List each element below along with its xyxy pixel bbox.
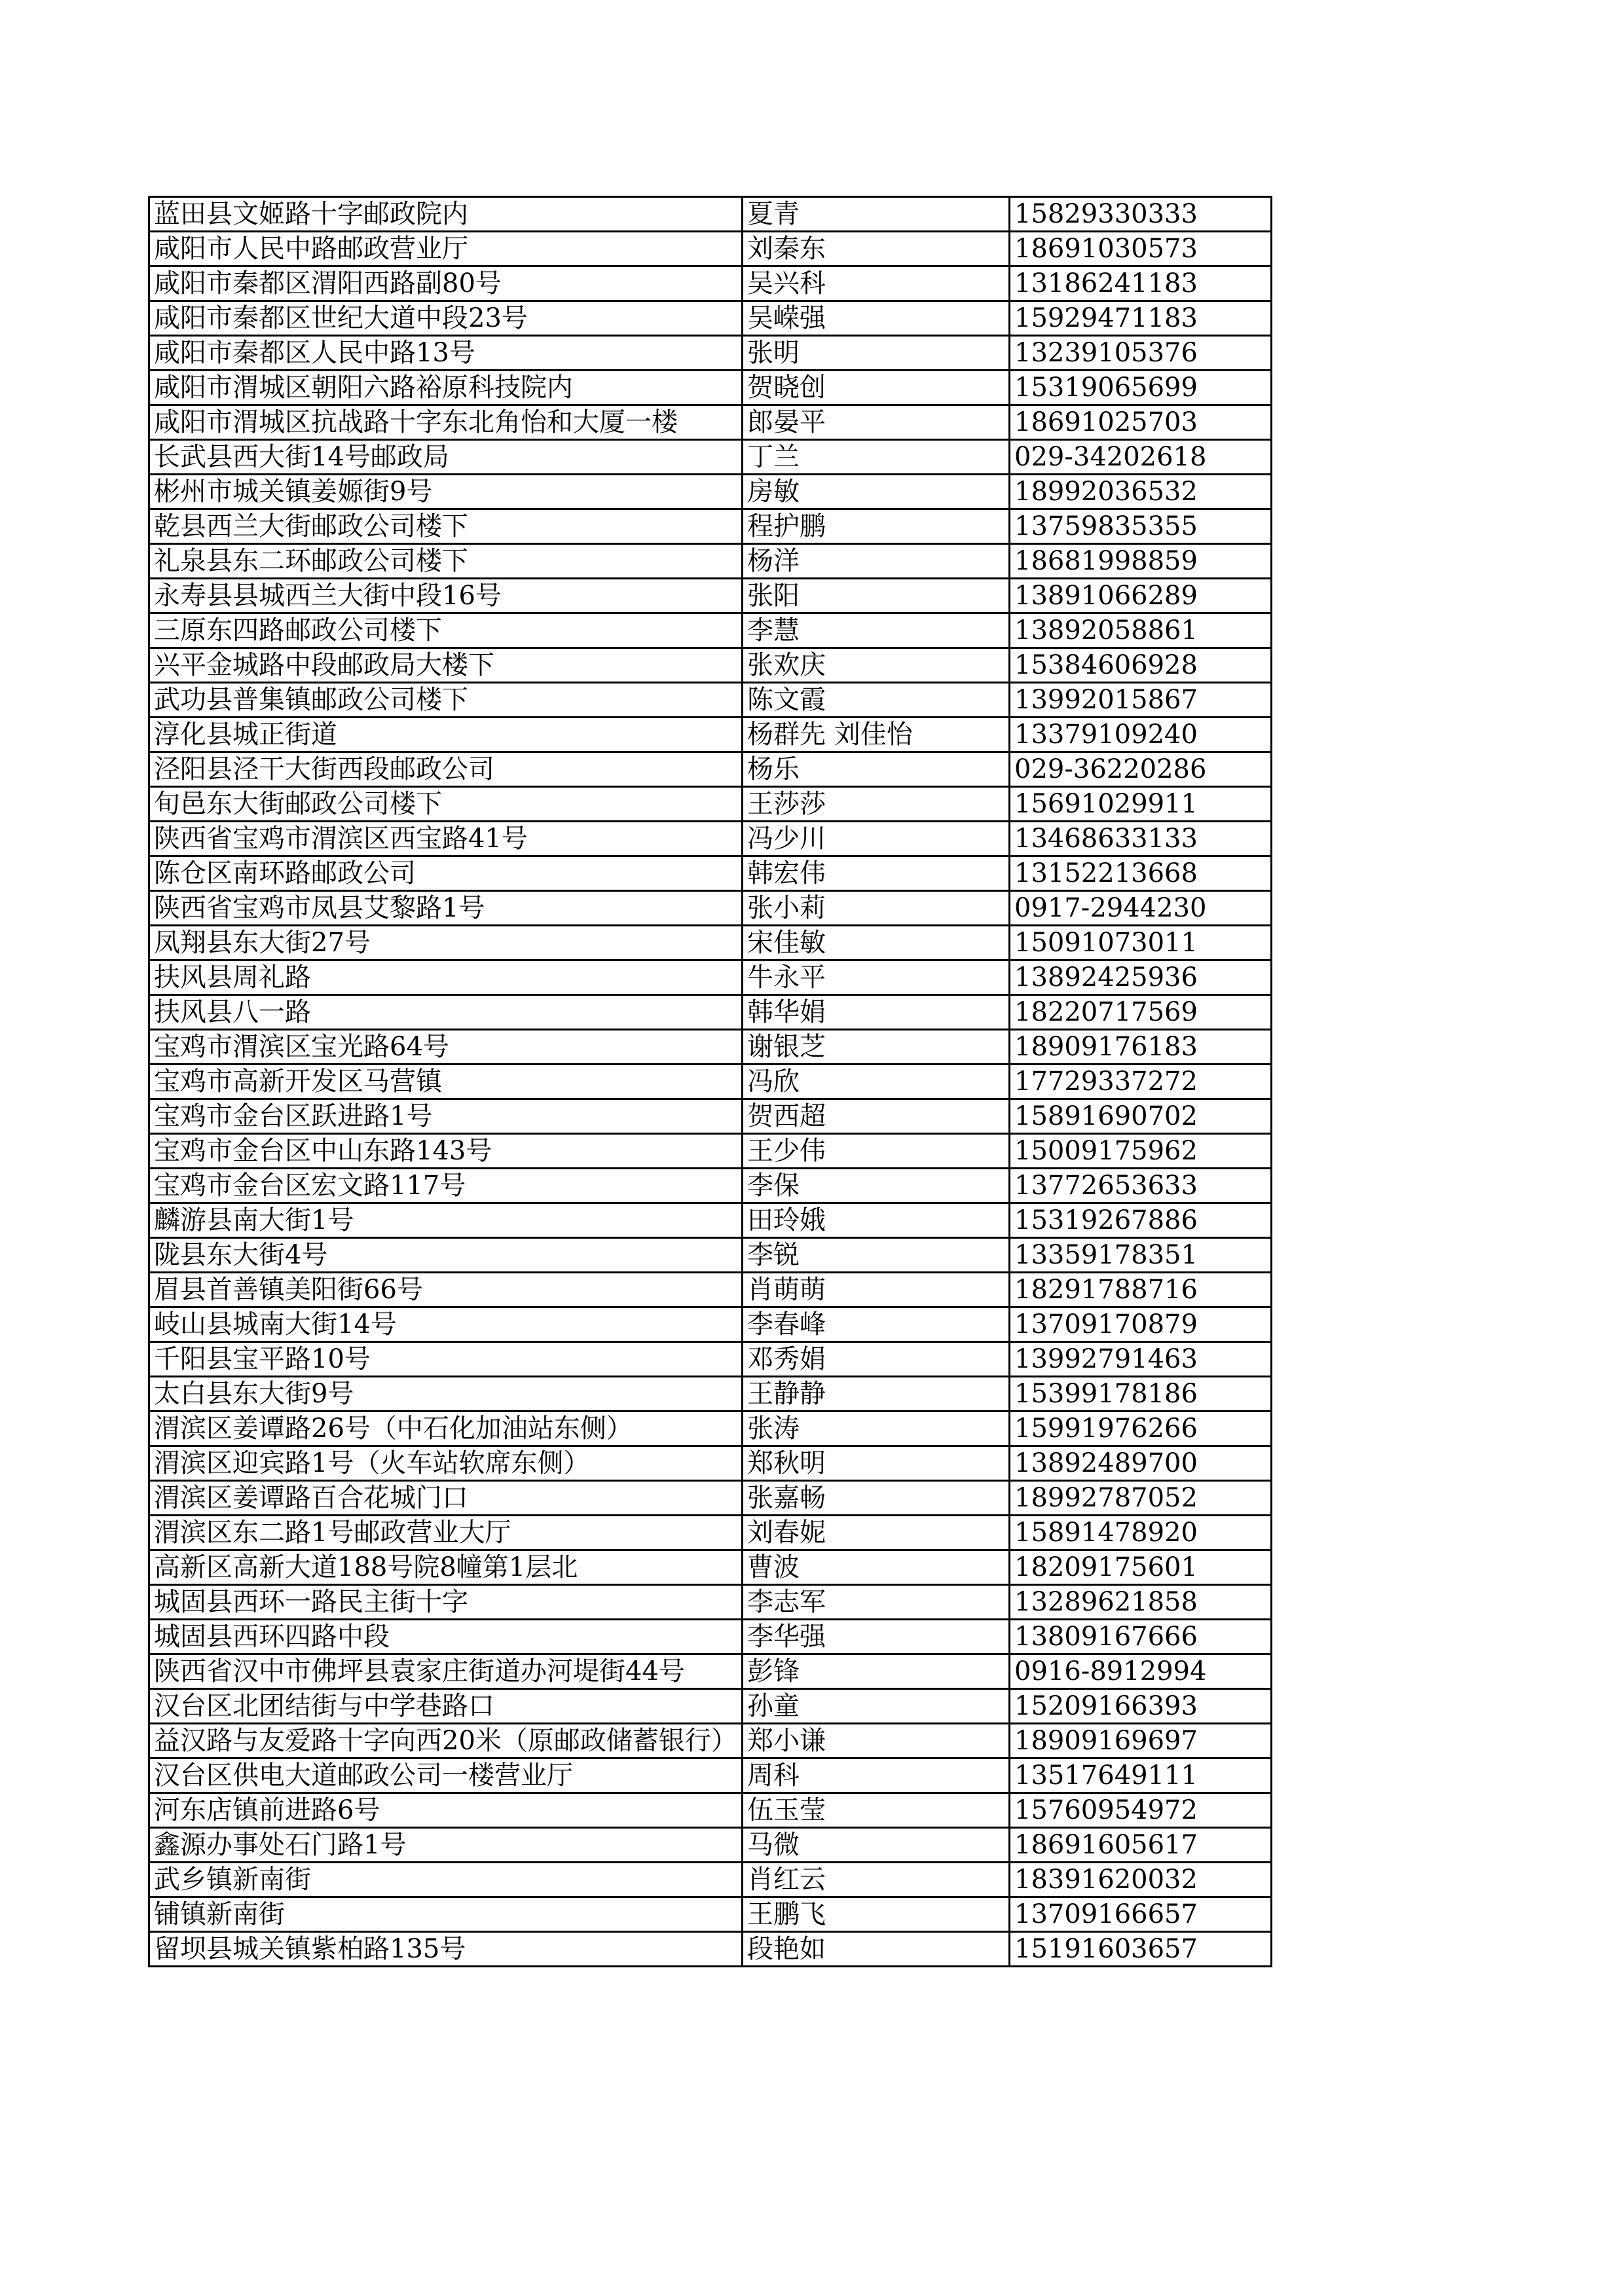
address-cell: 武功县普集镇邮政公司楼下 (149, 683, 743, 718)
contact-name-cell: 彭锋 (743, 1654, 1010, 1689)
address-cell: 武乡镇新南街 (149, 1863, 743, 1897)
address-cell: 汉台区北团结街与中学巷路口 (149, 1689, 743, 1724)
address-cell: 扶风县八一路 (149, 995, 743, 1030)
address-cell: 凤翔县东大街27号 (149, 926, 743, 960)
table-row (149, 197, 1272, 232)
contact-name-cell: 王鹏飞 (743, 1897, 1010, 1932)
address-cell: 陕西省宝鸡市渭滨区西宝路41号 (149, 822, 743, 856)
table-row (149, 1620, 1272, 1654)
table-row (149, 1307, 1272, 1342)
contact-name-cell: 贺西超 (743, 1099, 1010, 1134)
phone-cell: 13709166657 (1010, 1897, 1272, 1932)
contact-name-cell: 李锐 (743, 1238, 1010, 1273)
table-row (149, 683, 1272, 718)
phone-cell: 18992036532 (1010, 475, 1272, 509)
address-cell: 咸阳市渭城区朝阳六路裕原科技院内 (149, 371, 743, 405)
phone-cell: 13892425936 (1010, 960, 1272, 995)
phone-cell: 15891690702 (1010, 1099, 1272, 1134)
address-cell: 蓝田县文姬路十字邮政院内 (149, 197, 743, 232)
table-row (149, 1897, 1272, 1932)
contact-name-cell: 马微 (743, 1828, 1010, 1863)
phone-cell: 17729337272 (1010, 1065, 1272, 1099)
phone-cell: 13759835355 (1010, 509, 1272, 544)
phone-cell: 15760954972 (1010, 1793, 1272, 1828)
address-cell: 淳化县城正街道 (149, 718, 743, 752)
address-cell: 咸阳市秦都区渭阳西路副80号 (149, 266, 743, 301)
contact-name-cell: 冯少川 (743, 822, 1010, 856)
table-row (149, 336, 1272, 371)
address-cell: 兴平金城路中段邮政局大楼下 (149, 648, 743, 683)
table-row (149, 1377, 1272, 1412)
table-row (149, 1932, 1272, 1967)
address-cell: 渭滨区姜谭路百合花城门口 (149, 1481, 743, 1516)
phone-cell: 13709170879 (1010, 1307, 1272, 1342)
phone-cell: 18291788716 (1010, 1273, 1272, 1307)
table-row (149, 787, 1272, 822)
table-row (149, 405, 1272, 440)
address-cell: 宝鸡市高新开发区马营镇 (149, 1065, 743, 1099)
address-cell: 高新区高新大道188号院8幢第1层北 (149, 1550, 743, 1585)
address-cell: 眉县首善镇美阳街66号 (149, 1273, 743, 1307)
phone-cell: 15091073011 (1010, 926, 1272, 960)
contact-name-cell: 郑小谦 (743, 1724, 1010, 1758)
contact-name-cell: 李慧 (743, 613, 1010, 648)
contact-name-cell: 孙童 (743, 1689, 1010, 1724)
contact-name-cell: 冯欣 (743, 1065, 1010, 1099)
phone-cell: 15929471183 (1010, 301, 1272, 336)
address-cell: 彬州市城关镇姜嫄街9号 (149, 475, 743, 509)
phone-cell: 13468633133 (1010, 822, 1272, 856)
phone-cell: 13359178351 (1010, 1238, 1272, 1273)
contact-name-cell: 宋佳敏 (743, 926, 1010, 960)
table-row (149, 1099, 1272, 1134)
contact-name-cell: 曹波 (743, 1550, 1010, 1585)
phone-cell: 15319267886 (1010, 1203, 1272, 1238)
contact-name-cell: 邓秀娟 (743, 1342, 1010, 1377)
address-cell: 益汉路与友爱路十字向西20米（原邮政储蓄银行） (149, 1724, 743, 1758)
table-row (149, 475, 1272, 509)
table-row (149, 1203, 1272, 1238)
address-cell: 鑫源办事处石门路1号 (149, 1828, 743, 1863)
contact-table-body (149, 197, 1272, 1967)
table-row (149, 1863, 1272, 1897)
phone-cell: 18909176183 (1010, 1030, 1272, 1065)
phone-cell: 18992787052 (1010, 1481, 1272, 1516)
phone-cell: 15191603657 (1010, 1932, 1272, 1967)
phone-cell: 13772653633 (1010, 1169, 1272, 1203)
address-cell: 陇县东大街4号 (149, 1238, 743, 1273)
phone-cell: 13892058861 (1010, 613, 1272, 648)
table-row (149, 1481, 1272, 1516)
contact-name-cell: 丁兰 (743, 440, 1010, 475)
address-cell: 旬邑东大街邮政公司楼下 (149, 787, 743, 822)
address-cell: 陕西省汉中市佛坪县袁家庄街道办河堤街44号 (149, 1654, 743, 1689)
contact-name-cell: 贺晓创 (743, 371, 1010, 405)
address-cell: 咸阳市人民中路邮政营业厅 (149, 232, 743, 266)
address-cell: 长武县西大街14号邮政局 (149, 440, 743, 475)
table-row (149, 1169, 1272, 1203)
phone-cell: 18209175601 (1010, 1550, 1272, 1585)
contact-name-cell: 谢银芝 (743, 1030, 1010, 1065)
phone-cell: 18909169697 (1010, 1724, 1272, 1758)
address-cell: 汉台区供电大道邮政公司一楼营业厅 (149, 1758, 743, 1793)
contact-name-cell: 田玲娥 (743, 1203, 1010, 1238)
phone-cell: 13152213668 (1010, 856, 1272, 891)
table-row (149, 960, 1272, 995)
table-row (149, 926, 1272, 960)
address-cell: 乾县西兰大街邮政公司楼下 (149, 509, 743, 544)
address-cell: 铺镇新南街 (149, 1897, 743, 1932)
table-row (149, 1550, 1272, 1585)
contact-name-cell: 吴嵘强 (743, 301, 1010, 336)
contact-name-cell: 王莎莎 (743, 787, 1010, 822)
contact-name-cell: 杨乐 (743, 752, 1010, 787)
table-row (149, 1134, 1272, 1169)
contact-name-cell: 段艳如 (743, 1932, 1010, 1967)
table-row (149, 266, 1272, 301)
contact-name-cell: 郑秋明 (743, 1446, 1010, 1481)
phone-cell: 15209166393 (1010, 1689, 1272, 1724)
table-row (149, 232, 1272, 266)
table-row (149, 1065, 1272, 1099)
table-row (149, 648, 1272, 683)
phone-cell: 18691030573 (1010, 232, 1272, 266)
table-row (149, 1238, 1272, 1273)
address-cell: 城固县西环四路中段 (149, 1620, 743, 1654)
phone-cell: 13891066289 (1010, 579, 1272, 613)
contact-name-cell: 杨洋 (743, 544, 1010, 579)
table-row (149, 1412, 1272, 1446)
table-row (149, 509, 1272, 544)
address-cell: 宝鸡市渭滨区宝光路64号 (149, 1030, 743, 1065)
address-cell: 泾阳县泾干大街西段邮政公司 (149, 752, 743, 787)
table-row (149, 440, 1272, 475)
phone-cell: 029-34202618 (1010, 440, 1272, 475)
table-row (149, 1758, 1272, 1793)
table-row (149, 579, 1272, 613)
address-cell: 渭滨区姜谭路26号（中石化加油站东侧） (149, 1412, 743, 1446)
table-row (149, 891, 1272, 926)
table-row (149, 301, 1272, 336)
table-row (149, 371, 1272, 405)
contact-name-cell: 夏青 (743, 197, 1010, 232)
phone-cell: 15691029911 (1010, 787, 1272, 822)
address-cell: 留坝县城关镇紫柏路135号 (149, 1932, 743, 1967)
address-cell: 扶风县周礼路 (149, 960, 743, 995)
phone-cell: 15009175962 (1010, 1134, 1272, 1169)
contact-name-cell: 杨群先 刘佳怡 (743, 718, 1010, 752)
contact-name-cell: 刘春妮 (743, 1516, 1010, 1550)
phone-cell: 18220717569 (1010, 995, 1272, 1030)
address-cell: 岐山县城南大街14号 (149, 1307, 743, 1342)
contact-name-cell: 肖红云 (743, 1863, 1010, 1897)
table-row (149, 1516, 1272, 1550)
phone-cell: 13289621858 (1010, 1585, 1272, 1620)
address-cell: 三原东四路邮政公司楼下 (149, 613, 743, 648)
address-cell: 河东店镇前进路6号 (149, 1793, 743, 1828)
address-cell: 城固县西环一路民主街十字 (149, 1585, 743, 1620)
address-cell: 宝鸡市金台区跃进路1号 (149, 1099, 743, 1134)
table-row (149, 1654, 1272, 1689)
phone-cell: 13892489700 (1010, 1446, 1272, 1481)
contact-table (148, 196, 1272, 1967)
phone-cell: 15319065699 (1010, 371, 1272, 405)
contact-name-cell: 王静静 (743, 1377, 1010, 1412)
phone-cell: 18681998859 (1010, 544, 1272, 579)
phone-cell: 13992791463 (1010, 1342, 1272, 1377)
address-cell: 永寿县县城西兰大街中段16号 (149, 579, 743, 613)
contact-name-cell: 吴兴科 (743, 266, 1010, 301)
table-row (149, 1793, 1272, 1828)
contact-name-cell: 李春峰 (743, 1307, 1010, 1342)
contact-name-cell: 张欢庆 (743, 648, 1010, 683)
contact-name-cell: 肖萌萌 (743, 1273, 1010, 1307)
contact-name-cell: 张明 (743, 336, 1010, 371)
table-row (149, 822, 1272, 856)
contact-name-cell: 李保 (743, 1169, 1010, 1203)
table-row (149, 752, 1272, 787)
phone-cell: 15829330333 (1010, 197, 1272, 232)
table-row (149, 1585, 1272, 1620)
phone-cell: 13379109240 (1010, 718, 1272, 752)
address-cell: 咸阳市渭城区抗战路十字东北角怡和大厦一楼 (149, 405, 743, 440)
phone-cell: 18391620032 (1010, 1863, 1272, 1897)
table-row (149, 718, 1272, 752)
contact-name-cell: 程护鹏 (743, 509, 1010, 544)
phone-cell: 0916-8912994 (1010, 1654, 1272, 1689)
address-cell: 太白县东大街9号 (149, 1377, 743, 1412)
contact-name-cell: 伍玉莹 (743, 1793, 1010, 1828)
address-cell: 麟游县南大街1号 (149, 1203, 743, 1238)
address-cell: 宝鸡市金台区宏文路117号 (149, 1169, 743, 1203)
table-row (149, 1828, 1272, 1863)
table-row (149, 1689, 1272, 1724)
table-row (149, 544, 1272, 579)
table-row (149, 1342, 1272, 1377)
contact-name-cell: 李华强 (743, 1620, 1010, 1654)
phone-cell: 13186241183 (1010, 266, 1272, 301)
address-cell: 礼泉县东二环邮政公司楼下 (149, 544, 743, 579)
contact-name-cell: 陈文霞 (743, 683, 1010, 718)
address-cell: 渭滨区迎宾路1号（火车站软席东侧） (149, 1446, 743, 1481)
contact-name-cell: 韩宏伟 (743, 856, 1010, 891)
contact-name-cell: 刘秦东 (743, 232, 1010, 266)
phone-cell: 13992015867 (1010, 683, 1272, 718)
phone-cell: 13809167666 (1010, 1620, 1272, 1654)
contact-name-cell: 韩华娟 (743, 995, 1010, 1030)
contact-name-cell: 张小莉 (743, 891, 1010, 926)
phone-cell: 13517649111 (1010, 1758, 1272, 1793)
phone-cell: 18691605617 (1010, 1828, 1272, 1863)
phone-cell: 18691025703 (1010, 405, 1272, 440)
table-row (149, 1446, 1272, 1481)
contact-name-cell: 张涛 (743, 1412, 1010, 1446)
contact-name-cell: 王少伟 (743, 1134, 1010, 1169)
phone-cell: 15991976266 (1010, 1412, 1272, 1446)
table-row (149, 1030, 1272, 1065)
address-cell: 渭滨区东二路1号邮政营业大厅 (149, 1516, 743, 1550)
phone-cell: 15891478920 (1010, 1516, 1272, 1550)
contact-name-cell: 牛永平 (743, 960, 1010, 995)
table-row (149, 1724, 1272, 1758)
contact-name-cell: 郎晏平 (743, 405, 1010, 440)
table-row (149, 1273, 1272, 1307)
contact-name-cell: 房敏 (743, 475, 1010, 509)
contact-name-cell: 张阳 (743, 579, 1010, 613)
phone-cell: 029-36220286 (1010, 752, 1272, 787)
table-row (149, 995, 1272, 1030)
address-cell: 宝鸡市金台区中山东路143号 (149, 1134, 743, 1169)
contact-name-cell: 李志军 (743, 1585, 1010, 1620)
phone-cell: 13239105376 (1010, 336, 1272, 371)
contact-name-cell: 周科 (743, 1758, 1010, 1793)
phone-cell: 15384606928 (1010, 648, 1272, 683)
address-cell: 咸阳市秦都区人民中路13号 (149, 336, 743, 371)
address-cell: 咸阳市秦都区世纪大道中段23号 (149, 301, 743, 336)
phone-cell: 0917-2944230 (1010, 891, 1272, 926)
address-cell: 陕西省宝鸡市凤县艾黎路1号 (149, 891, 743, 926)
address-cell: 陈仓区南环路邮政公司 (149, 856, 743, 891)
table-row (149, 856, 1272, 891)
contact-name-cell: 张嘉畅 (743, 1481, 1010, 1516)
address-cell: 千阳县宝平路10号 (149, 1342, 743, 1377)
table-row (149, 613, 1272, 648)
phone-cell: 15399178186 (1010, 1377, 1272, 1412)
